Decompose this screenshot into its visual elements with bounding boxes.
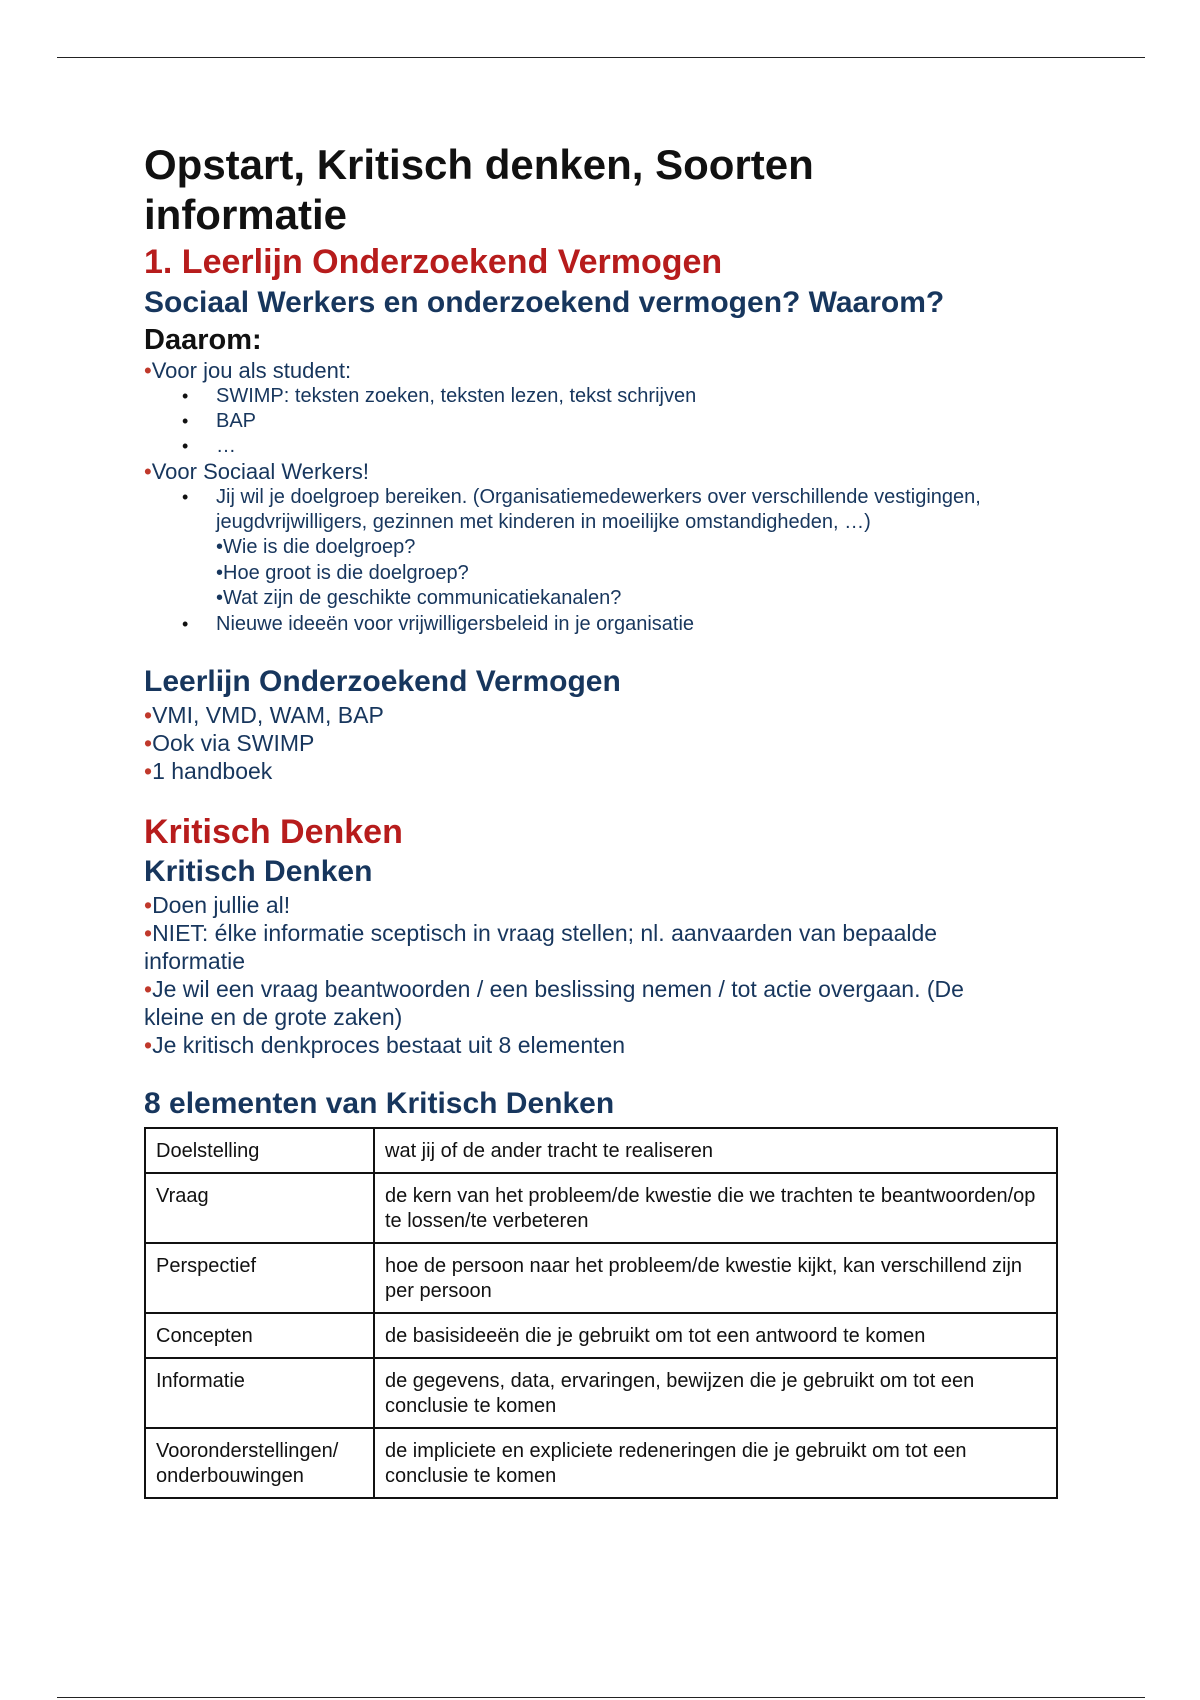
table-cell-term: Vraag (145, 1173, 374, 1243)
table-cell-desc: de gegevens, data, ervaringen, bewijzen die je gebruikt om tot een conclusie te komen (374, 1358, 1057, 1428)
bullet-werkers: •Voor Sociaal Werkers! (144, 459, 369, 484)
doelgroep-question: •Wat zijn de geschikte communicatiekanalen? (216, 587, 622, 609)
student-list (144, 384, 1064, 459)
werkers-list-2 (144, 612, 1064, 637)
list-item: •Je kritisch denkproces bestaat uit 8 elementen (144, 1031, 626, 1058)
list-item: • … (216, 434, 1064, 459)
table-row (145, 1313, 1057, 1358)
table-cell-term: Concepten (145, 1313, 374, 1358)
document-body (144, 140, 1064, 1499)
heading-daarom: Daarom: (144, 324, 262, 356)
page-title: Opstart, Kritisch denken, Soorten informatie (144, 141, 814, 238)
doelgroep-question: •Wie is die doelgroep? (216, 536, 416, 558)
table-cell-desc: wat jij of de ander tracht te realiseren (374, 1128, 1057, 1173)
heading-kritisch-denken-red: Kritisch Denken (144, 812, 403, 851)
list-item: • SWIMP: teksten zoeken, teksten lezen, tekst schrijven (216, 384, 1064, 409)
bullet-student: •Voor jou als student: (144, 358, 352, 383)
heading-8-elementen: 8 elementen van Kritisch Denken (144, 1086, 615, 1120)
table-cell-term: Doelstelling (145, 1128, 374, 1173)
section-heading-leerlijn: 1. Leerlijn Onderzoekend Vermogen (144, 243, 723, 281)
table-row (145, 1173, 1057, 1243)
list-item: • Nieuwe ideeën voor vrijwilligersbeleid in je organisatie (216, 612, 1064, 637)
heading-leerlijn-ov: Leerlijn Onderzoekend Vermogen (144, 664, 621, 698)
doelgroep-question: •Hoe groot is die doelgroep? (216, 561, 469, 584)
elements-table (144, 1127, 1058, 1499)
list-item: •Doen jullie al! (144, 891, 291, 918)
table-cell-term: Perspectief (145, 1243, 374, 1313)
top-rule (57, 57, 1145, 58)
table-row (145, 1243, 1057, 1313)
table-cell-term: Informatie (145, 1358, 374, 1428)
list-item: •VMI, VMD, WAM, BAP (144, 701, 384, 728)
list-item: • Jij wil je doelgroep bereiken. (Organisatiemedewerkers over verschillende vestigingen, jeugdvrijwilligers, gezinnen met kinderen in moeilijke omstandigheden, …) (216, 485, 1046, 535)
bottom-rule (57, 1697, 1145, 1698)
list-item: •Ook via SWIMP (144, 729, 315, 756)
table-cell-desc: de impliciete en expliciete redeneringen die je gebruikt om tot een conclusie te komen (374, 1428, 1057, 1498)
list-item: •1 handboek (144, 757, 273, 784)
table-row (145, 1428, 1057, 1498)
table-row (145, 1358, 1057, 1428)
werkers-list (144, 485, 1064, 535)
table-row (145, 1128, 1057, 1173)
table-cell-term: Vooronderstellingen/ onderbouwingen (145, 1428, 374, 1498)
table-cell-desc: hoe de persoon naar het probleem/de kwestie kijkt, kan verschillend zijn per persoon (374, 1243, 1057, 1313)
list-item: • BAP (216, 409, 1064, 434)
table-cell-desc: de basisideeën die je gebruikt om tot een antwoord te komen (374, 1313, 1057, 1358)
subheading-waarom: Sociaal Werkers en onderzoekend vermogen? Waarom? (144, 286, 945, 319)
list-item: •Je wil een vraag beantwoorden / een beslissing nemen / tot actie overgaan. (De kleine en de grote zaken) (144, 975, 964, 1030)
heading-kritisch-denken-blue: Kritisch Denken (144, 854, 373, 888)
table-cell-desc: de kern van het probleem/de kwestie die we trachten te beantwoorden/op te lossen/te verbeteren (374, 1173, 1057, 1243)
list-item: •NIET: élke informatie sceptisch in vraag stellen; nl. aanvaarden van bepaalde informatie (144, 919, 938, 974)
